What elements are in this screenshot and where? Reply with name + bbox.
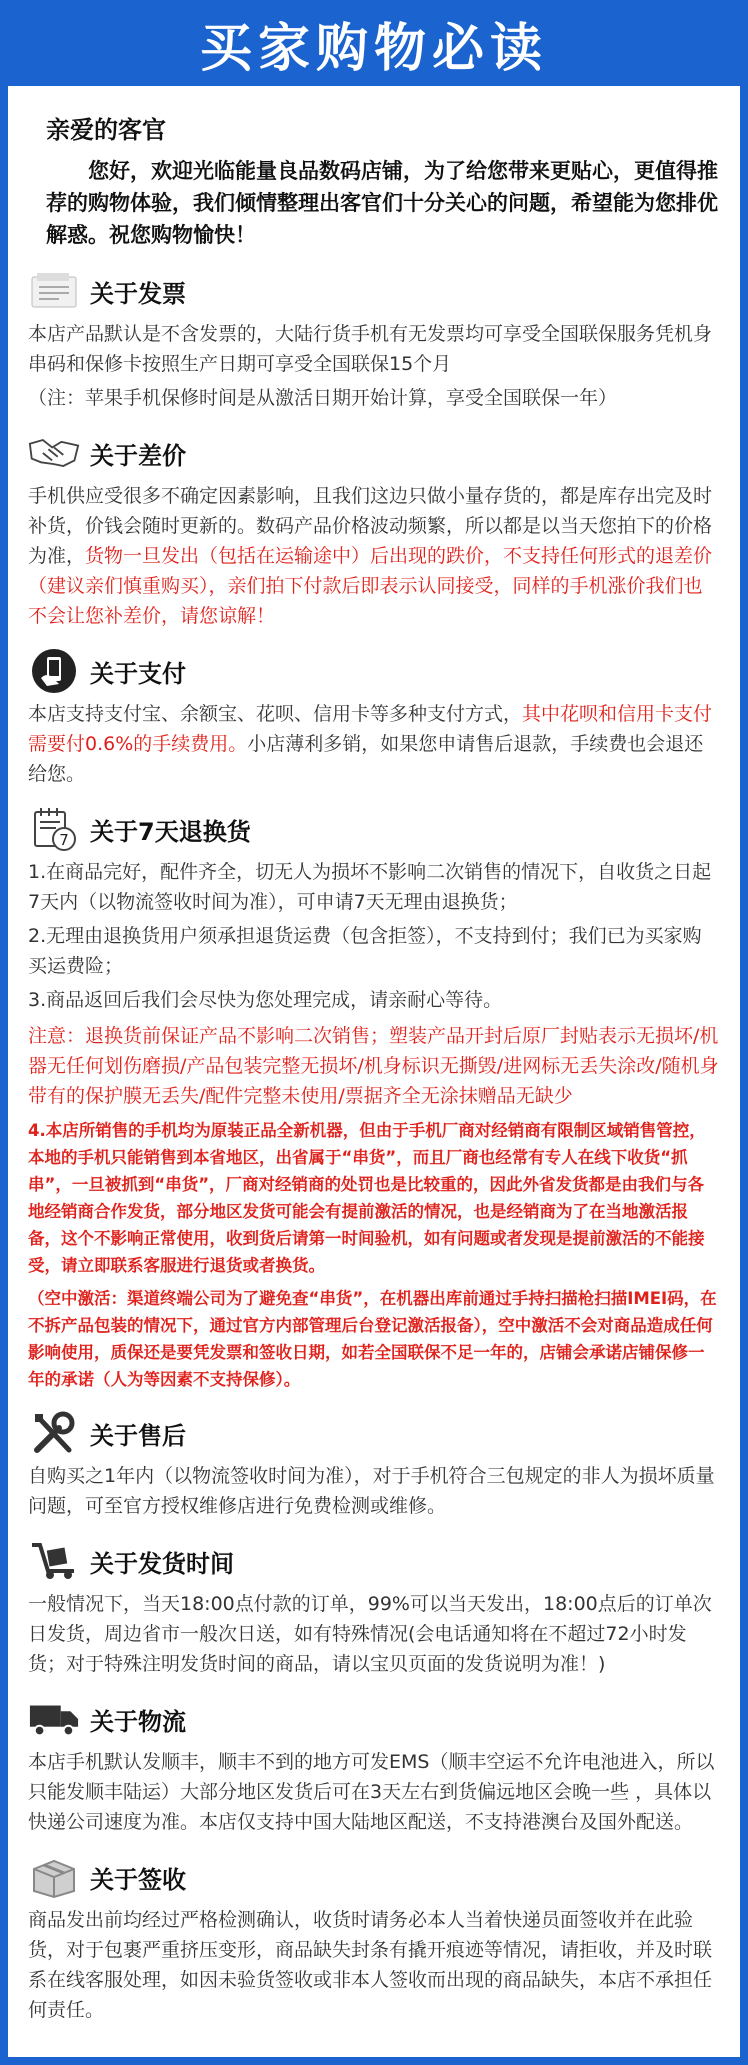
returns-item-3: 3.商品返回后我们会尽快为您处理完成，请亲耐心等待。 [28,989,503,1011]
payment-body-fee-warning: 其中花呗和信用卡支付需要付0.6%的手续费用。 [28,703,713,755]
invoice-title: 关于发票 [90,279,186,308]
returns-item-2: 2.无理由退换货用户须承担退货运费（包含拒签），不支持到付；我们已为买家购买运费险； [28,925,702,977]
content-panel [8,86,740,2057]
price-diff-body-warning: 货物一旦发出（包括在运输途中）后出现的跌价，不支持任何形式的退差价（建议亲们慎重购买），亲们拍下付款后即表示认同接受，同样的手机涨价我们也不会让您补差价，请您谅解！ [28,545,713,627]
greeting-title: 亲爱的客官 [46,116,166,144]
svg-text:7: 7 [59,831,69,849]
mobile-payment-icon [28,649,80,693]
tools-icon [28,1411,80,1455]
payment-title: 关于支付 [90,659,186,688]
package-box-icon [28,1855,80,1899]
section-invoice [28,267,720,413]
handshake-icon [28,431,80,475]
returns-item-1: 1.在商品完好，配件齐全，切无人为损坏不影响二次销售的情况下，自收货之日起7天内（以物流签收时间为准），可申请7天无理由退换货； [28,861,712,913]
returns-warning: 注意：退换货前保证产品不影响二次销售；塑装产品开封后原厂封贴表示无损坏/机器无任何划伤磨损/产品包装完整无损坏/机身标识无撕毁/进网标无丢失涂改/随机身带有的保护膜无丢失/配件完整未使用/票据齐全无涂抹赠品无缺少 [28,1025,719,1107]
calendar-7-icon [28,807,80,851]
section-sign [28,1853,720,2025]
after-sales-title: 关于售后 [90,1421,186,1450]
sign-body: 商品发出前均经过严格检测确认，收货时请务必本人当着快递员面签收并在此验货，对于包裹严重挤压变形，商品缺失封条有撬开痕迹等情况，请拒收，并及时联系在线客服处理，如因未验货签收或非本人签收而出现的商品缺失，本店不承担任何责任。 [28,1909,713,2021]
payment-body [28,699,720,789]
section-payment [28,647,720,789]
greeting-body: 您好，欢迎光临能量良品数码店铺，为了给您带来更贴心，更值得推荐的购物体验，我们倾情整理出客官们十分关心的问题，希望能为您排优解惑。祝您购物愉快！ [46,159,718,247]
logistics-body: 本店手机默认发顺丰，顺丰不到的地方可发EMS（顺丰空运不允许电池进入，所以只能发顺丰陆运）大部分地区发货后可在3天左右到货偏远地区会晚一些 ，具体以快递公司速度为准。本店仅支持中国大陆地区配送，不支持港澳台及国外配送。 [28,1751,715,1833]
section-shipping-time [28,1537,720,1679]
after-sales-body: 自购买之1年内（以物流签收时间为准），对于手机符合三包规定的非人为损坏质量问题，可至官方授权维修店进行免费检测或维修。 [28,1465,715,1517]
returns-item-5: （空中激活：渠道终端公司为了避免查“串货”，在机器出库前通过手持扫描枪扫描IMEI码，在不拆产品包装的情况下，通过官方内部管理后台登记激活报备），空中激活不会对商品造成任何影响使用，质保还是要凭发票和签收日期，如若全国联保不足一年的，店铺会承诺店铺保修一年的承诺（人为等因素不支持保修）。 [28,1289,717,1389]
section-price-diff [28,429,720,631]
payment-body-a: 本店支持支付宝、余额宝、花呗、信用卡等多种支付方式， [28,703,523,725]
price-diff-body [28,481,720,631]
sign-title: 关于签收 [90,1865,186,1894]
section-logistics [28,1695,720,1837]
section-returns [28,805,720,1393]
payment-body-b: 小店薄利多销，如果您申请售后退款，手续费也会退还给您。 [28,733,704,785]
logistics-title: 关于物流 [90,1707,186,1736]
delivery-truck-icon [28,1697,80,1741]
hand-truck-icon [28,1539,80,1583]
invoice-body: 本店产品默认是不含发票的，大陆行货手机有无发票均可享受全国联保服务凭机身串码和保修卡按照生产日期可享受全国联保15个月 [28,323,713,375]
section-after-sales [28,1409,720,1521]
price-diff-body-normal: 手机供应受很多不确定因素影响，且我们这边只做小量存货的，都是库存出完及时补货，价钱会随时更新的。数码产品价格波动频繁，所以都是以当天您拍下的价格为准， [28,485,713,567]
invoice-note: （注：苹果手机保修时间是从激活日期开始计算，享受全国联保一年） [28,387,618,409]
invoice-icon [28,269,80,313]
shipping-time-body: 一般情况下，当天18:00点付款的订单，99%可以当天发出，18:00点后的订单次日发货，周边省市一般次日送，如有特殊情况(会电话通知将在不超过72小时发货；对于特殊注明发货时间的商品，请以宝贝页面的发货说明为准！) [28,1593,712,1675]
returns-item-4: 4.本店所销售的手机均为原装正品全新机器，但由于手机厂商对经销商有限制区域销售管控，本地的手机只能销售到本省地区，出省属于“串货”，而且厂商也经常有专人在线下收货“抓串”，一旦被抓到“串货”，厂商对经销商的处罚也是比较重的，因此外省发货都是由我们与各地经销商合作发货，部分地区发货可能会有提前激活的情况，也是经销商为了在当地激活报备，这个不影响正常使用，收到货后请第一时间验机，如有问题或者发现是提前激活的不能接受，请立即联系客服进行退货或者换货。 [28,1121,706,1275]
page-banner-title: 买家购物必读 [199,18,548,79]
shipping-time-title: 关于发货时间 [90,1549,234,1578]
returns-title: 关于7天退换货 [90,817,251,846]
price-diff-title: 关于差价 [90,441,186,470]
